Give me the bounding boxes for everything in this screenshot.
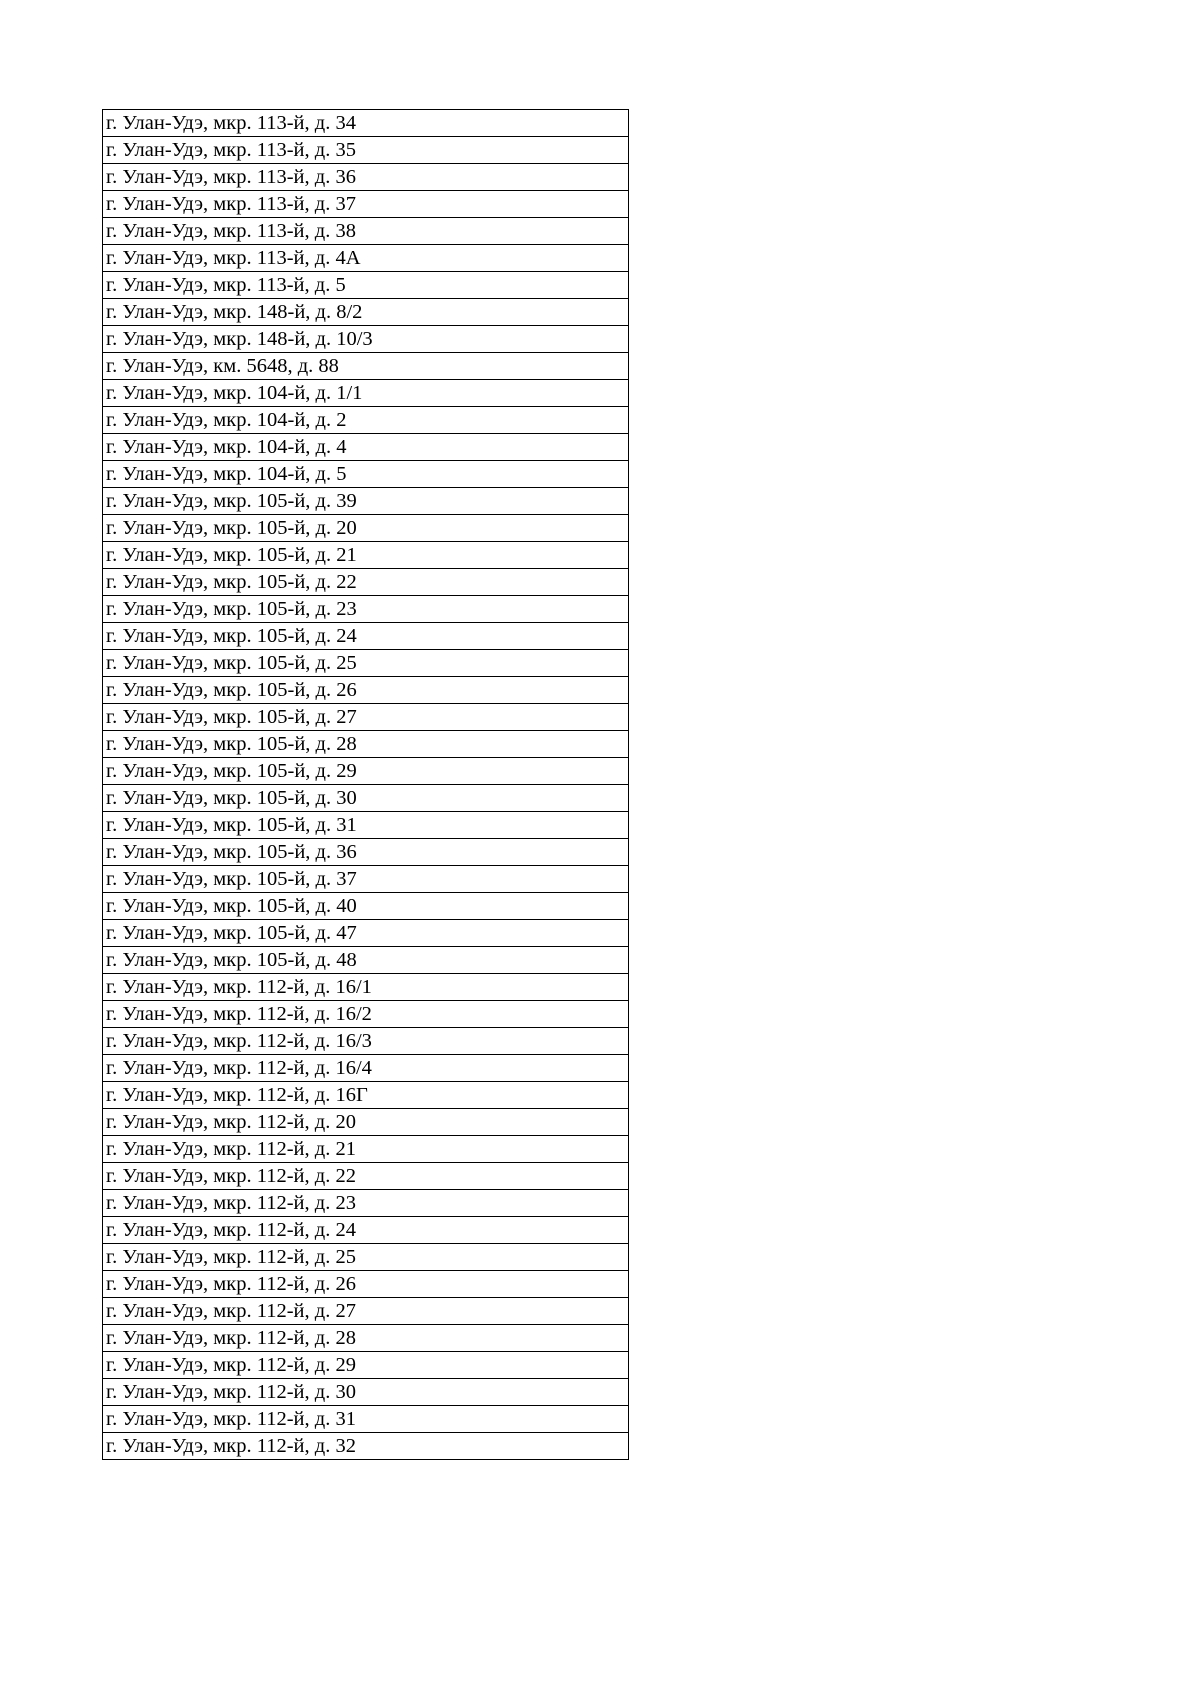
address-cell: г. Улан-Удэ, мкр. 112-й, д. 20 (103, 1109, 629, 1136)
table-row (103, 272, 629, 299)
address-cell: г. Улан-Удэ, мкр. 112-й, д. 27 (103, 1298, 629, 1325)
address-cell: г. Улан-Удэ, мкр. 105-й, д. 26 (103, 677, 629, 704)
table-row (103, 245, 629, 272)
table-row (103, 515, 629, 542)
table-row (103, 893, 629, 920)
table-row (103, 974, 629, 1001)
address-cell: г. Улан-Удэ, мкр. 105-й, д. 48 (103, 947, 629, 974)
table-row (103, 1298, 629, 1325)
table-row (103, 731, 629, 758)
address-cell: г. Улан-Удэ, мкр. 112-й, д. 24 (103, 1217, 629, 1244)
address-cell: г. Улан-Удэ, мкр. 104-й, д. 1/1 (103, 380, 629, 407)
table-row (103, 812, 629, 839)
table-row (103, 1055, 629, 1082)
address-cell: г. Улан-Удэ, мкр. 104-й, д. 5 (103, 461, 629, 488)
address-cell: г. Улан-Удэ, мкр. 105-й, д. 21 (103, 542, 629, 569)
table-row (103, 488, 629, 515)
table-row (103, 1217, 629, 1244)
address-cell: г. Улан-Удэ, мкр. 112-й, д. 25 (103, 1244, 629, 1271)
table-row (103, 110, 629, 137)
table-row (103, 218, 629, 245)
address-cell: г. Улан-Удэ, мкр. 105-й, д. 28 (103, 731, 629, 758)
address-cell: г. Улан-Удэ, мкр. 148-й, д. 10/3 (103, 326, 629, 353)
table-row (103, 1001, 629, 1028)
address-cell: г. Улан-Удэ, мкр. 148-й, д. 8/2 (103, 299, 629, 326)
address-cell: г. Улан-Удэ, мкр. 112-й, д. 16/3 (103, 1028, 629, 1055)
address-cell: г. Улан-Удэ, мкр. 105-й, д. 25 (103, 650, 629, 677)
address-cell: г. Улан-Удэ, мкр. 105-й, д. 31 (103, 812, 629, 839)
table-row (103, 191, 629, 218)
address-cell: г. Улан-Удэ, мкр. 104-й, д. 2 (103, 407, 629, 434)
table-row (103, 1433, 629, 1460)
address-cell: г. Улан-Удэ, мкр. 112-й, д. 23 (103, 1190, 629, 1217)
table-row (103, 299, 629, 326)
table-row (103, 785, 629, 812)
address-cell: г. Улан-Удэ, мкр. 105-й, д. 22 (103, 569, 629, 596)
address-cell: г. Улан-Удэ, мкр. 105-й, д. 20 (103, 515, 629, 542)
address-cell: г. Улан-Удэ, мкр. 113-й, д. 37 (103, 191, 629, 218)
address-cell: г. Улан-Удэ, мкр. 112-й, д. 32 (103, 1433, 629, 1460)
table-row (103, 704, 629, 731)
table-row (103, 677, 629, 704)
address-cell: г. Улан-Удэ, мкр. 105-й, д. 24 (103, 623, 629, 650)
address-cell: г. Улан-Удэ, мкр. 105-й, д. 40 (103, 893, 629, 920)
address-cell: г. Улан-Удэ, мкр. 112-й, д. 21 (103, 1136, 629, 1163)
address-cell: г. Улан-Удэ, мкр. 105-й, д. 23 (103, 596, 629, 623)
table-row (103, 542, 629, 569)
table-row (103, 947, 629, 974)
address-cell: г. Улан-Удэ, мкр. 112-й, д. 30 (103, 1379, 629, 1406)
address-cell: г. Улан-Удэ, мкр. 112-й, д. 16Г (103, 1082, 629, 1109)
table-row (103, 434, 629, 461)
table-row (103, 623, 629, 650)
table-row (103, 1082, 629, 1109)
table-row (103, 326, 629, 353)
address-cell: г. Улан-Удэ, мкр. 105-й, д. 30 (103, 785, 629, 812)
table-row (103, 164, 629, 191)
table-row (103, 1406, 629, 1433)
address-cell: г. Улан-Удэ, мкр. 105-й, д. 47 (103, 920, 629, 947)
address-cell: г. Улан-Удэ, мкр. 105-й, д. 29 (103, 758, 629, 785)
table-row (103, 1163, 629, 1190)
table-row (103, 866, 629, 893)
address-cell: г. Улан-Удэ, мкр. 112-й, д. 22 (103, 1163, 629, 1190)
address-cell: г. Улан-Удэ, мкр. 112-й, д. 29 (103, 1352, 629, 1379)
address-table-body (103, 110, 629, 1460)
address-cell: г. Улан-Удэ, мкр. 105-й, д. 36 (103, 839, 629, 866)
table-row (103, 1379, 629, 1406)
address-cell: г. Улан-Удэ, мкр. 113-й, д. 4А (103, 245, 629, 272)
table-row (103, 569, 629, 596)
table-row (103, 1271, 629, 1298)
address-cell: г. Улан-Удэ, мкр. 113-й, д. 35 (103, 137, 629, 164)
address-cell: г. Улан-Удэ, мкр. 105-й, д. 27 (103, 704, 629, 731)
address-cell: г. Улан-Удэ, мкр. 113-й, д. 5 (103, 272, 629, 299)
table-row (103, 1136, 629, 1163)
address-cell: г. Улан-Удэ, мкр. 113-й, д. 34 (103, 110, 629, 137)
table-row (103, 353, 629, 380)
table-row (103, 407, 629, 434)
address-cell: г. Улан-Удэ, км. 5648, д. 88 (103, 353, 629, 380)
address-cell: г. Улан-Удэ, мкр. 112-й, д. 31 (103, 1406, 629, 1433)
table-row (103, 758, 629, 785)
address-cell: г. Улан-Удэ, мкр. 112-й, д. 28 (103, 1325, 629, 1352)
table-row (103, 461, 629, 488)
table-row (103, 380, 629, 407)
table-row (103, 1352, 629, 1379)
address-cell: г. Улан-Удэ, мкр. 112-й, д. 16/1 (103, 974, 629, 1001)
table-row (103, 839, 629, 866)
table-row (103, 650, 629, 677)
table-row (103, 137, 629, 164)
address-cell: г. Улан-Удэ, мкр. 113-й, д. 36 (103, 164, 629, 191)
table-row (103, 1244, 629, 1271)
table-row (103, 1028, 629, 1055)
table-row (103, 920, 629, 947)
address-table (102, 109, 629, 1460)
table-row (103, 1325, 629, 1352)
address-cell: г. Улан-Удэ, мкр. 105-й, д. 39 (103, 488, 629, 515)
address-cell: г. Улан-Удэ, мкр. 112-й, д. 26 (103, 1271, 629, 1298)
table-row (103, 1109, 629, 1136)
address-cell: г. Улан-Удэ, мкр. 105-й, д. 37 (103, 866, 629, 893)
address-cell: г. Улан-Удэ, мкр. 112-й, д. 16/2 (103, 1001, 629, 1028)
table-row (103, 1190, 629, 1217)
table-row (103, 596, 629, 623)
address-cell: г. Улан-Удэ, мкр. 104-й, д. 4 (103, 434, 629, 461)
address-cell: г. Улан-Удэ, мкр. 112-й, д. 16/4 (103, 1055, 629, 1082)
address-cell: г. Улан-Удэ, мкр. 113-й, д. 38 (103, 218, 629, 245)
